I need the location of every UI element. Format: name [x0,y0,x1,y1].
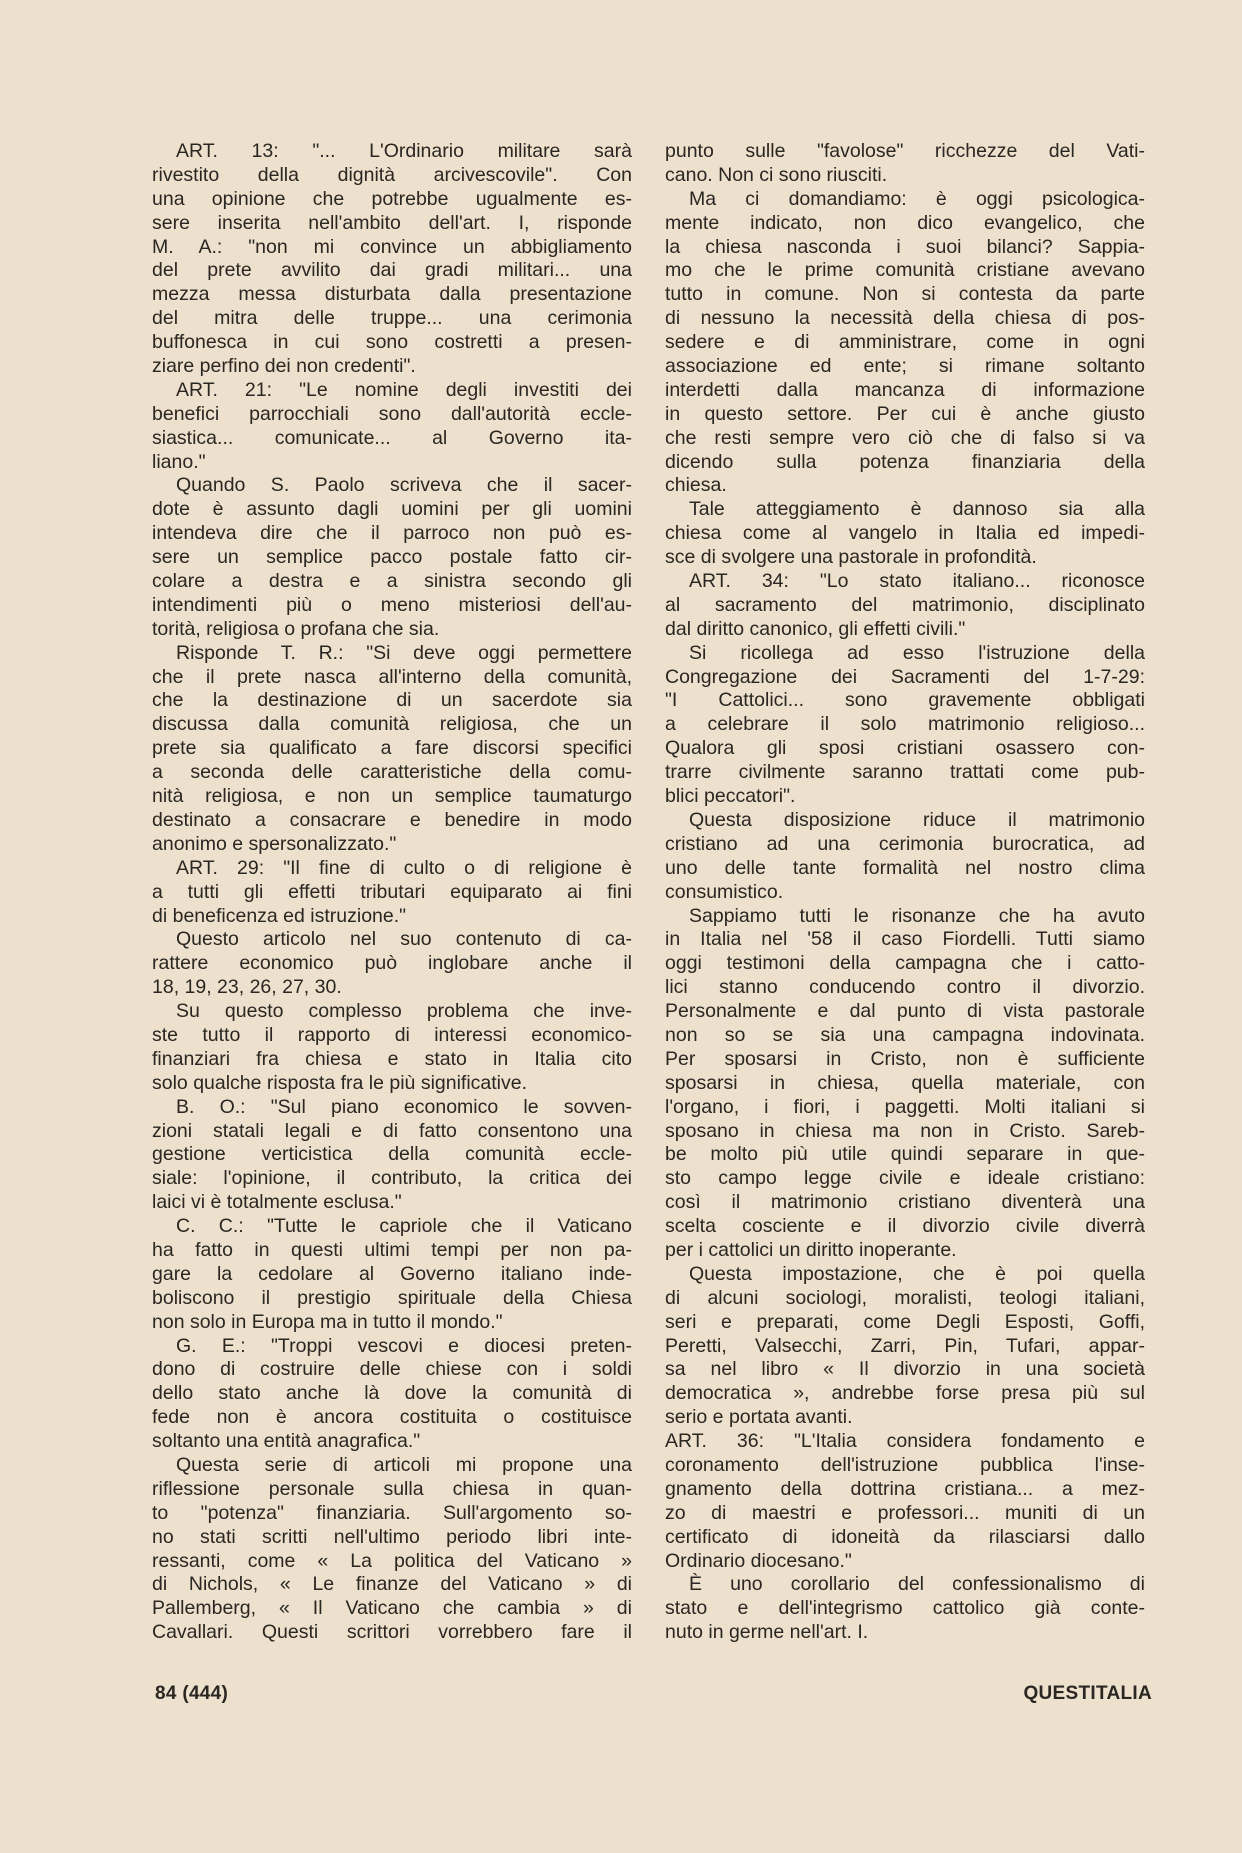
text-line: dono di costruire delle chiese con i soldi [152,1358,632,1381]
text-line: fede non è ancora costituita o costituisce [152,1406,632,1429]
text-line: di beneficenza ed istruzione." [152,904,407,927]
text-line: be molto più utile quindi separare in que- [665,1143,1145,1166]
text-line: la chiesa nasconda i suoi bilanci? Sappia- [665,235,1145,258]
text-line: coronamento dell'istruzione pubblica l'inse- [665,1453,1145,1476]
text-line: laici vi è totalmente esclusa." [152,1191,402,1214]
text-line: a celebrare il solo matrimonio religioso... [665,713,1145,736]
text-line: a tutti gli effetti tributari equiparato ai fini [152,880,632,903]
text-line: tutto in comune. Non si contesta da parte [665,283,1145,306]
text-line: chiesa come al vangelo in Italia ed impedi- [665,522,1145,545]
text-line: punto sulle "favolose" ricchezze del Vati- [665,140,1145,162]
text-line: Sappiamo tutti le risonanze che ha avuto [689,904,1145,927]
text-line: per i cattolici un diritto inoperante. [665,1238,957,1261]
text-line: torità, religiosa o profana che sia. [152,617,440,640]
text-line: 18, 19, 23, 26, 27, 30. [152,976,342,999]
text-line: ART. 34: "Lo stato italiano... riconosce [689,570,1145,593]
text-line: in questo settore. Per cui è anche giusto [665,402,1145,425]
text-line: Questo articolo nel suo contenuto di ca- [176,928,632,951]
text-line: no stati scritti nell'ultimo periodo libri inte- [152,1525,632,1548]
text-line: consumistico. [665,880,784,903]
text-line: Questa impostazione, che è poi quella [689,1262,1145,1285]
text-line: che la destinazione di un sacerdote sia [152,689,632,712]
text-line: cano. Non ci sono riusciti. [665,163,888,186]
text-line: dal diritto canonico, gli effetti civili." [665,617,966,640]
text-line: discussa dalla comunità religiosa, che un [152,713,632,736]
text-line: anonimo e spersonalizzato." [152,832,397,855]
text-line: rattere economico può inglobare anche il [152,952,632,975]
publication-name: QUESTITALIA [1023,1683,1152,1704]
text-line: scelta cosciente e il divorzio civile diverrà [665,1215,1145,1238]
text-line: boliscono il prestigio spirituale della Chiesa [152,1286,632,1309]
text-line: mente indicato, non dico evangelico, che [665,211,1145,234]
text-line: intendimenti più o meno misteriosi dell'au- [152,593,632,616]
text-line: stato e dell'integrismo cattolico già conte- [665,1597,1145,1620]
text-line: Questa serie di articoli mi propone una [176,1453,632,1476]
text-line: al sacramento del matrimonio, disciplinato [665,593,1145,616]
text-line: uno delle tante formalità nel nostro clima [665,856,1145,879]
text-line: serio e portata avanti. [665,1406,853,1429]
text-line: sedere e di amministrare, come in ogni [665,331,1145,354]
text-line: ste tutto il rapporto di interessi economico- [152,1023,632,1046]
text-line: finanziari fra chiesa e stato in Italia cito [152,1047,632,1070]
text-line: associazione ed ente; si rimane soltanto [665,355,1145,378]
text-line: blici peccatori". [665,785,796,808]
text-line: ha fatto in questi ultimi tempi per non pa- [152,1238,632,1261]
text-line: Risponde T. R.: "Si deve oggi permettere [176,641,632,664]
text-line: C. C.: "Tutte le capriole che il Vaticano [176,1215,632,1238]
text-line: non so se sia una campagna indovinata. [665,1023,1145,1046]
text-line: Ma ci domandiamo: è oggi psicologica- [689,187,1145,210]
text-line: che il prete nasca all'interno della comunità, [152,665,632,688]
text-line: Ordinario diocesano." [665,1549,852,1572]
text-line: certificato di idoneità da rilasciarsi dallo [665,1525,1145,1548]
text-line: trarre civilmente saranno trattati come pub- [665,761,1145,784]
text-line: intendeva dire che il parroco non può es- [152,522,632,545]
text-line: di Nichols, « Le finanze del Vaticano » di [152,1573,632,1596]
text-line: di alcuni sociologi, moralisti, teologi italiani, [665,1286,1145,1309]
text-line: oggi testimoni della campagna che i catto- [665,952,1145,975]
text-line: siastica... comunicate... al Governo ita- [152,426,632,449]
text-line: liano." [152,450,206,473]
text-line: sere inserita nell'ambito dell'art. I, risponde [152,211,632,234]
text-line: sposano in chiesa ma non in Cristo. Sareb- [665,1119,1145,1142]
text-line: G. E.: "Troppi vescovi e diocesi preten- [176,1334,632,1357]
text-line: dicendo sulla potenza finanziaria della [665,450,1145,473]
text-line: interdetti dalla mancanza di informazione [665,378,1145,401]
text-line: lici stanno conducendo contro il divorzio. [665,976,1145,999]
text-line: Personalmente e dal punto di vista pastorale [665,1000,1145,1023]
right-column [665,140,1145,1645]
text-line: soltanto una entità anagrafica." [152,1430,421,1453]
text-line: mezza messa disturbata dalla presentazione [152,283,632,306]
text-line: del mitra delle truppe... una cerimonia [152,307,632,330]
text-line: siale: l'opinione, il contributo, la critica dei [152,1167,632,1190]
text-line: Questa disposizione riduce il matrimonio [689,808,1145,831]
text-line: destinato a consacrare e benedire in modo [152,808,632,831]
text-line: solo qualche risposta fra le più significative. [152,1071,528,1094]
text-line: l'organo, i fiori, i paggetti. Molti italiani si [665,1095,1145,1118]
text-line: Cavallari. Questi scrittori vorrebbero fare il [152,1621,632,1644]
text-line: sto campo legge civile e ideale cristiano: [665,1167,1145,1190]
text-line: ART. 21: "Le nomine degli investiti dei [176,378,632,401]
text-line: Per sposarsi in Cristo, non è sufficiente [665,1047,1145,1070]
text-line: una opinione che potrebbe ugualmente es- [152,187,632,210]
text-line: di nessuno la necessità della chiesa di pos- [665,307,1145,330]
text-line: dote è assunto dagli uomini per gli uomini [152,498,632,521]
text-line: gare la cedolare al Governo italiano inde- [152,1262,632,1285]
text-line: Tale atteggiamento è dannoso sia alla [689,498,1145,521]
text-line: ziare perfino dei non credenti". [152,355,416,378]
page-number: 84 (444) [155,1683,229,1704]
text-line: non solo in Europa ma in tutto il mondo." [152,1310,503,1333]
text-line: Pallemberg, « Il Vaticano che cambia » di [152,1597,632,1620]
text-line: così il matrimonio cristiano diventerà una [665,1191,1145,1214]
text-line: Su questo complesso problema che inve- [176,1000,632,1023]
text-line: gnamento della dottrina cristiana... a mez- [665,1477,1145,1500]
text-line: seri e preparati, come Degli Esposti, Goffi, [665,1310,1145,1333]
text-line: sere un semplice pacco postale fatto cir- [152,546,632,569]
text-line: ART. 13: "... L'Ordinario militare sarà [176,140,632,162]
text-line: a seconda delle caratteristiche della comu- [152,761,632,784]
text-line: nuto in germe nell'art. I. [665,1621,869,1644]
text-line: ART. 29: "Il fine di culto o di religione è [176,856,632,879]
text-line: in Italia nel '58 il caso Fiordelli. Tutti siamo [665,928,1145,951]
text-line: cristiano ad una cerimonia burocratica, ad [665,832,1145,855]
text-line: chiesa. [665,474,727,497]
text-line: ressanti, come « La politica del Vaticano » [152,1549,632,1572]
text-line: riflessione personale sulla chiesa in quan- [152,1477,632,1500]
text-line: ART. 36: "L'Italia considera fondamento e [665,1430,1145,1453]
text-line: zo di maestri e professori... muniti di un [665,1501,1145,1524]
text-line: che resti sempre vero ciò che di falso si va [665,426,1145,449]
text-line: zioni statali legali e di fatto consentono una [152,1119,632,1142]
text-line: prete sia qualificato a fare discorsi specifici [152,737,632,760]
text-line: to "potenza" finanziaria. Sull'argomento so- [152,1501,632,1524]
text-line: Peretti, Valsecchi, Zarri, Pin, Tufari, appar- [665,1334,1145,1357]
text-line: dello stato anche là dove la comunità di [152,1382,632,1405]
text-line: rivestito della dignità arcivescovile". Con [152,163,632,186]
text-line: nità religiosa, e non un semplice taumaturgo [152,785,632,808]
text-line: È uno corollario del confessionalismo di [689,1573,1145,1596]
left-column [152,140,632,1645]
text-line: democratica », andrebbe forse presa più sul [665,1382,1145,1405]
text-line: M. A.: "non mi convince un abbigliamento [152,235,632,258]
text-line: buffonesca in cui sono costretti a presen- [152,331,632,354]
text-line: sa nel libro « Il divorzio in una società [665,1358,1145,1381]
text-line: Congregazione dei Sacramenti del 1-7-29: [665,665,1145,688]
text-line: sposarsi in chiesa, quella materiale, con [665,1071,1145,1094]
text-line: mo che le prime comunità cristiane avevano [665,259,1145,282]
text-line: gestione verticistica della comunità eccle- [152,1143,632,1166]
text-line: "I Cattolici... sono gravemente obbligati [665,689,1145,712]
text-line: Qualora gli sposi cristiani osassero con- [665,737,1145,760]
text-line: sce di svolgere una pastorale in profondità. [665,546,1037,569]
text-line: del prete avvilito dai gradi militari... una [152,259,632,282]
text-line: Quando S. Paolo scriveva che il sacer- [176,474,632,497]
text-line: colare a destra e a sinistra secondo gli [152,570,632,593]
text-line: benefici parrocchiali sono dall'autorità eccle- [152,402,632,425]
text-line: B. O.: "Sul piano economico le sovven- [176,1095,632,1118]
text-line: Si ricollega ad esso l'istruzione della [689,641,1145,664]
